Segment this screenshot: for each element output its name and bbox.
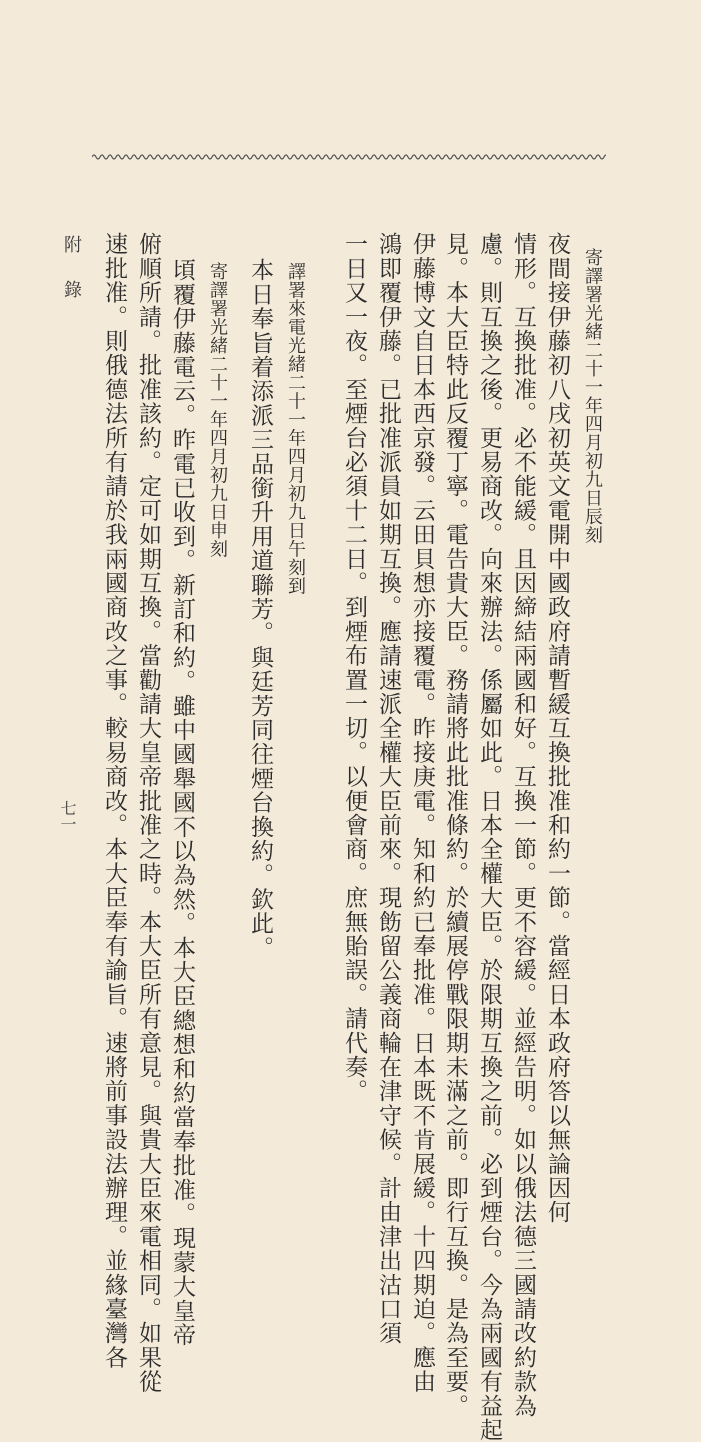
text-column-1: 夜間接伊藤初八戌初英文電開中國政府請暫緩互換批准和約一節。當經日本政府答以無論因何 xyxy=(544,232,570,1225)
text-column-5: 伊藤博文自日本西京發。云田貝想亦接覆電。昨接庚電。知和約已奉批准。日本既不肯展緩。十四期迫。應由 xyxy=(409,232,435,1394)
text-column-8: 本日奉旨着添派三品銜升用道聯芳。與廷芳同往煙台換約。欽此。 xyxy=(247,258,273,960)
text-column-2: 情形。互換批准。必不能緩。且因締結兩國和好。互換一節。更不容緩。並經告明。如以俄法德三國請改約款為 xyxy=(510,232,536,1418)
text-column-7: 一日又一夜。至煙台必須十二日。到煙布置一切。以便會商。庶無貽誤。請代奏。 xyxy=(341,232,367,1104)
telegram-header-2: 譯署來電光緒二十一年四月初九日午刻到 xyxy=(285,262,306,595)
wavy-rule xyxy=(92,152,606,162)
telegram-header-1: 寄譯署光緒二十一年四月初九日辰刻 xyxy=(582,248,603,544)
appendix-label: 附 錄 xyxy=(61,235,82,301)
telegram-header-3: 寄譯署光緒二十一年四月初九日申刻 xyxy=(207,262,228,558)
text-column-10: 俯順所請。批准該約。定可如期互換。當勸請大皇帝批准之時。本大臣所有意見。與貴大臣來電相同。如果從 xyxy=(135,232,161,1394)
text-column-3: 慮。則互換之後。更易商改。向來辦法。係屬如此。日本全權大臣。於限期互換之前。必到煙台。今為兩國有益起 xyxy=(476,232,502,1442)
page-number: 七一 xyxy=(58,800,77,832)
text-column-4: 見。本大臣特此反覆丁寧。電告貴大臣。務請將此批准條約。於續展停戰限期未滿之前。即行互換。是為至要。 xyxy=(442,232,468,1418)
text-column-6: 鴻即覆伊藤。已批准派員如期互換。應請速派全權大臣前來。現飭留公義商輪在津守候。計由津出沽口須 xyxy=(375,232,401,1346)
text-column-9: 頃覆伊藤電云。昨電已收到。新訂和約。雖中國舉國不以為然。本大臣總想和約當奉批准。現蒙大皇帝 xyxy=(169,258,195,1347)
text-column-11: 速批准。則俄德法所有請於我兩國商改之事。較易商改。本大臣奉有諭旨。速將前事設法辦理。並緣臺灣各 xyxy=(101,232,127,1370)
